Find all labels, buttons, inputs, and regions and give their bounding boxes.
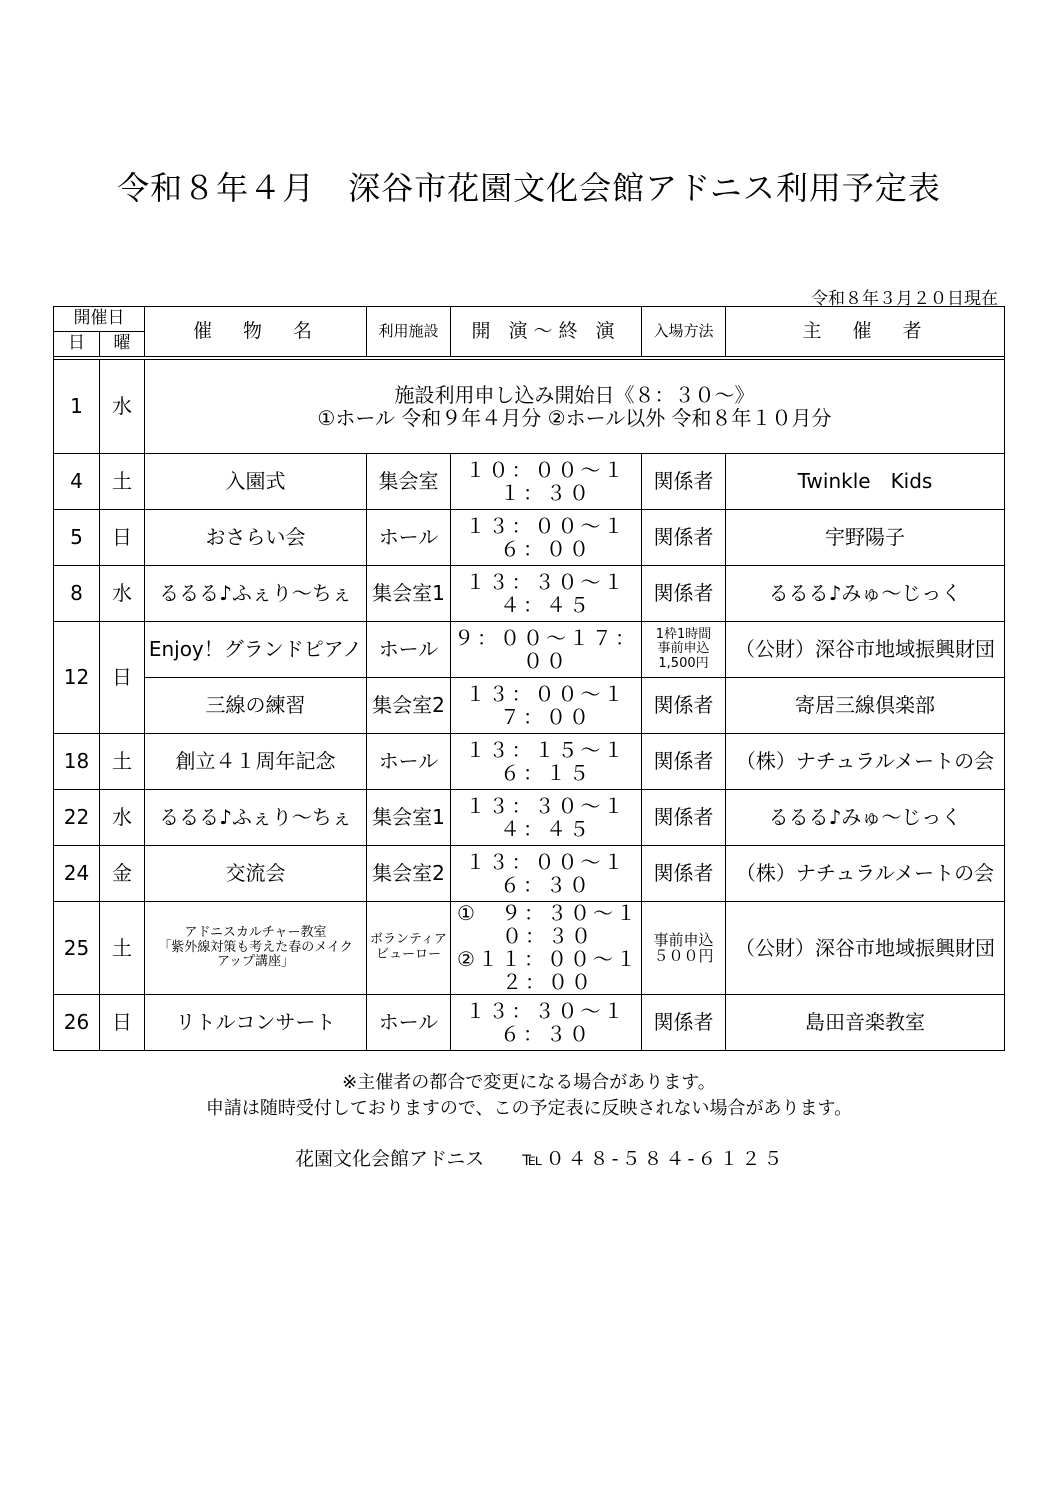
admission-cell: 関係者 (642, 678, 726, 734)
organizer-cell: （株）ナチュラルメートの会 (726, 846, 1005, 902)
admission-cell: 関係者 (642, 454, 726, 510)
admission-cell: 関係者 (642, 995, 726, 1051)
day-cell: 4 (54, 454, 100, 510)
time-cell: １３：００～１６：３０ (451, 846, 642, 902)
organizer-cell: るるる♪みゅ～じっく (726, 790, 1005, 846)
day-cell: 12 (54, 622, 100, 734)
contact-name: 花園文化会館アドニス (295, 1148, 485, 1170)
admission-line: ５００円 (653, 947, 714, 965)
admission-cell: 関係者 (642, 846, 726, 902)
organizer-cell: 宇野陽子 (726, 510, 1005, 566)
table-row (54, 734, 1005, 790)
table-row (54, 360, 1005, 454)
weekday-cell: 土 (100, 734, 145, 790)
event-line: 「紫外線対策も考えた春のメイク (158, 939, 353, 955)
time-line: ① ９：３０～１０：３０ (457, 901, 639, 948)
notice-cell (145, 360, 1005, 454)
facility-line: ビューロー (375, 947, 441, 962)
organizer-cell: るるる♪みゅ～じっく (726, 566, 1005, 622)
facility-cell: 集会室2 (367, 846, 451, 902)
event-cell: 入園式 (145, 454, 367, 510)
event-cell (145, 902, 367, 995)
note-line-1: ※主催者の都合で変更になる場合があります。 (342, 1072, 716, 1093)
header-event: 催 物 名 (145, 307, 367, 357)
facility-cell: ホール (367, 622, 451, 678)
table-row (54, 790, 1005, 846)
event-cell: Enjoy！グランドピアノ (145, 622, 367, 678)
as-of-date: 令和８年３月２０日現在 (811, 289, 998, 309)
weekday-cell: 金 (100, 846, 145, 902)
weekday-cell: 土 (100, 902, 145, 995)
admission-line: 事前申込 (653, 930, 714, 949)
notice-line-1: 施設利用申し込み開始日《８：３０～》 (394, 382, 755, 407)
facility-cell: ホール (367, 995, 451, 1051)
weekday-cell: 水 (100, 790, 145, 846)
day-cell: 5 (54, 510, 100, 566)
event-cell: おさらい会 (145, 510, 367, 566)
event-cell: るるる♪ふぇり～ちぇ (145, 566, 367, 622)
organizer-cell: Twinkle Kids (726, 454, 1005, 510)
header-time: 開 演～終 演 (451, 307, 642, 357)
table-row (54, 510, 1005, 566)
time-cell: １３：３０～１６：３０ (451, 995, 642, 1051)
notes (0, 1070, 1058, 1122)
day-cell: 26 (54, 995, 100, 1051)
admission-line: 事前申込 (657, 641, 710, 657)
weekday-cell: 日 (100, 995, 145, 1051)
notice-line-2: ①ホール 令和９年４月分 ②ホール以外 令和８年１０月分 (317, 405, 832, 430)
table-row (54, 454, 1005, 510)
facility-cell: 集会室 (367, 454, 451, 510)
time-cell: １０：００～１１：３０ (451, 454, 642, 510)
header-day: 日 (54, 332, 100, 357)
organizer-cell: 寄居三線倶楽部 (726, 678, 1005, 734)
contact-tel: ℡０４８-５８４-６１２５ (522, 1148, 786, 1170)
facility-cell: 集会室1 (367, 790, 451, 846)
admission-line: 1枠1時間 (655, 627, 712, 643)
facility-cell: 集会室1 (367, 566, 451, 622)
header-facility: 利用施設 (367, 307, 451, 357)
admission-cell (642, 622, 726, 678)
table-row (54, 566, 1005, 622)
event-cell: 交流会 (145, 846, 367, 902)
header-weekday: 曜 (100, 332, 145, 357)
time-cell: １３：３０～１４：４５ (451, 566, 642, 622)
event-cell: リトルコンサート (145, 995, 367, 1051)
organizer-cell: 島田音楽教室 (726, 995, 1005, 1051)
event-line: アドニスカルチャー教室 (184, 924, 327, 940)
facility-cell: ホール (367, 734, 451, 790)
admission-cell: 関係者 (642, 510, 726, 566)
admission-line: 1,500円 (658, 655, 709, 671)
facility-line: ボランティア (370, 932, 447, 948)
time-cell: １３：３０～１４：４５ (451, 790, 642, 846)
schedule-table (53, 306, 1005, 1051)
table-row (54, 678, 1005, 734)
time-cell: ９：００～１７：００ (451, 622, 642, 678)
weekday-cell: 日 (100, 510, 145, 566)
time-cell: １３：００～１７：００ (451, 678, 642, 734)
admission-cell: 関係者 (642, 790, 726, 846)
weekday-cell: 水 (100, 566, 145, 622)
day-cell: 24 (54, 846, 100, 902)
admission-cell: 関係者 (642, 566, 726, 622)
admission-cell: 関係者 (642, 734, 726, 790)
facility-cell (367, 902, 451, 995)
table-row (54, 902, 1005, 995)
facility-cell: ホール (367, 510, 451, 566)
time-cell: １３：１５～１６：１５ (451, 734, 642, 790)
event-cell: 創立４１周年記念 (145, 734, 367, 790)
table-row (54, 622, 1005, 678)
day-cell: 25 (54, 902, 100, 995)
day-cell: 22 (54, 790, 100, 846)
event-cell: るるる♪ふぇり～ちぇ (145, 790, 367, 846)
organizer-cell: （公財）深谷市地域振興財団 (726, 622, 1005, 678)
page-title: 令和８年４月 深谷市花園文化会館アドニス利用予定表 (117, 169, 941, 207)
header-admission: 入場方法 (642, 307, 726, 357)
time-cell: １３：００～１６：００ (451, 510, 642, 566)
table-row (54, 846, 1005, 902)
facility-cell: 集会室2 (367, 678, 451, 734)
day-cell: 18 (54, 734, 100, 790)
admission-cell (642, 902, 726, 995)
contact (295, 1144, 785, 1171)
day-cell: 1 (54, 360, 100, 454)
weekday-cell: 土 (100, 454, 145, 510)
header-date-group: 開催日 (54, 307, 145, 332)
time-line: ②１１：００～１２：００ (457, 947, 639, 994)
day-cell: 8 (54, 566, 100, 622)
weekday-cell: 日 (100, 622, 145, 734)
table-row (54, 995, 1005, 1051)
note-line-2: 申請は随時受付しておりますので、この予定表に反映されない場合があります。 (205, 1098, 853, 1120)
event-cell: 三線の練習 (145, 678, 367, 734)
event-line: アップ講座」 (216, 954, 295, 970)
header-organizer: 主 催 者 (726, 307, 1005, 357)
organizer-cell: （株）ナチュラルメートの会 (726, 734, 1005, 790)
organizer-cell: （公財）深谷市地域振興財団 (726, 902, 1005, 995)
weekday-cell: 水 (100, 360, 145, 454)
time-cell (451, 902, 642, 995)
